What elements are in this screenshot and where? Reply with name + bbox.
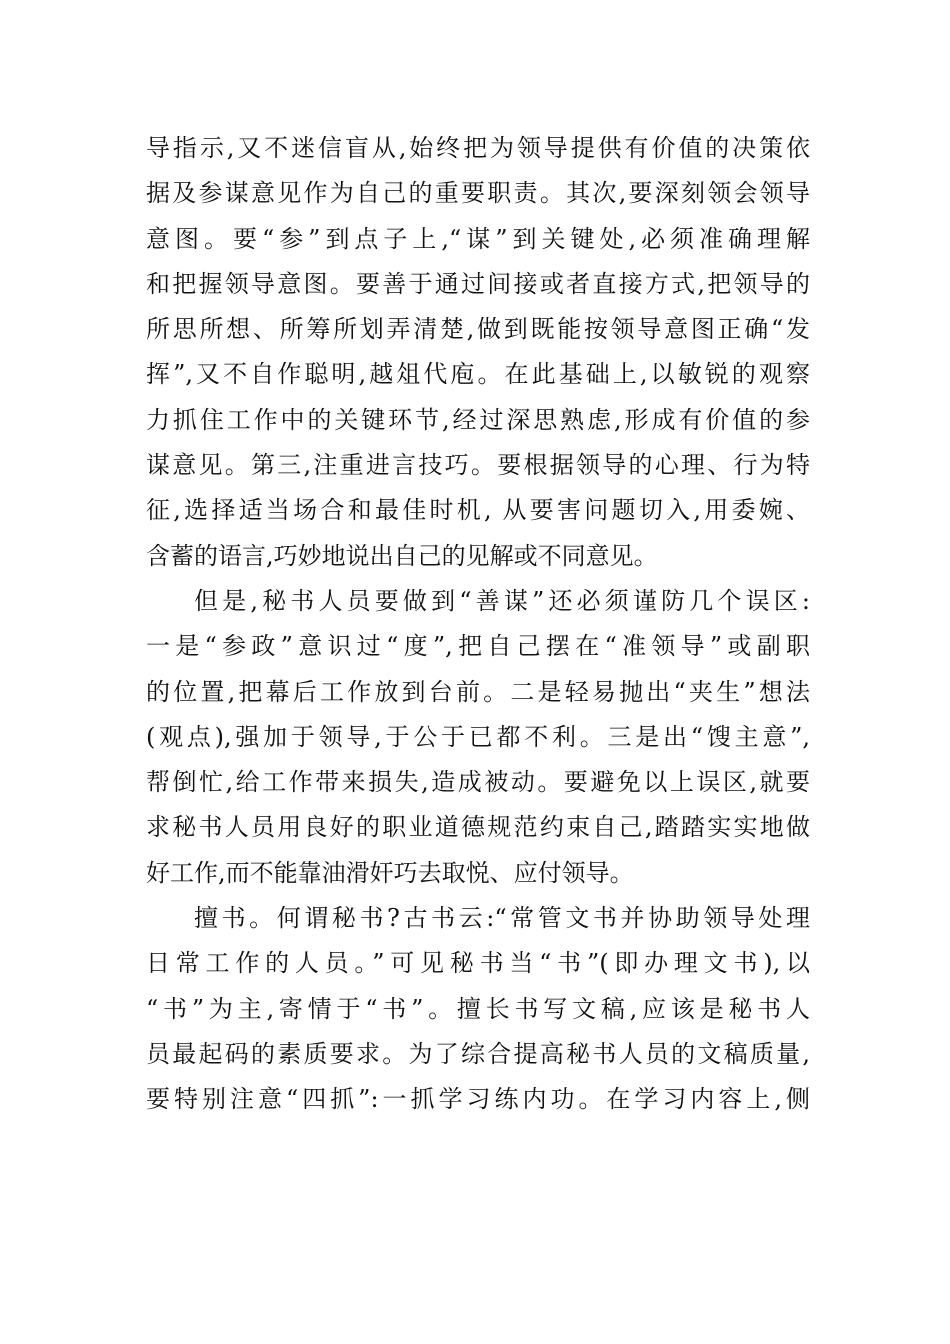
paragraph-1-line-7: 力抓住工作中的关键环节,经过深思熟虑,形成有价值的参: [146, 405, 810, 434]
paragraph-1-line-4: 和把握领导意图。要善于通过间接或者直接方式,把领导的: [146, 269, 810, 298]
paragraph-3-line-4: 员最起码的素质要求。为了综合提高秘书人员的文稿质量,: [146, 1039, 810, 1068]
paragraph-2-line-1: 但是,秘书人员要做到“善谋”还必须谨防几个误区:: [194, 586, 810, 615]
paragraph-1-line-6: 挥”,又不自作聪明,越俎代庖。在此基础上,以敏锐的观察: [146, 360, 810, 389]
paragraph-3-line-1: 擅书。何谓秘书?古书云:“常管文书并协助领导处理: [194, 904, 810, 933]
paragraph-2-line-4: (观点),强加于领导,于公于已都不利。三是出“馊主意”,: [146, 722, 810, 751]
paragraph-1-line-1: 导指示,又不迷信盲从,始终把为领导提供有价值的决策依: [146, 134, 810, 162]
paragraph-1-line-10: 含蓄的语言,巧妙地说出自己的见解或不同意见。: [146, 541, 658, 570]
paragraph-1-line-5: 所思所想、所筹所划弄清楚,做到既能按领导意图正确“发: [146, 315, 810, 344]
paragraph-2-line-2: 一是“参政”意识过“度”,把自己摆在“准领导”或副职: [146, 632, 810, 661]
paragraph-1-line-8: 谋意见。第三,注重进言技巧。要根据领导的心理、行为特: [146, 451, 810, 480]
paragraph-1-line-3: 意图。要“参”到点子上,“谋”到关键处,必须准确理解: [146, 224, 810, 253]
paragraph-2-line-7: 好工作,而不能靠油滑奸巧去取悦、应付领导。: [146, 858, 634, 887]
body-text: [146, 126, 810, 1123]
paragraph-3-line-3: “书”为主,寄情于“书”。擅长书写文稿,应该是秘书人: [146, 994, 810, 1023]
paragraph-2-line-5: 帮倒忙,给工作带来损失,造成被动。要避免以上误区,就要: [146, 768, 810, 797]
paragraph-2-line-3: 的位置,把幕后工作放到台前。二是轻易抛出“夹生”想法: [146, 677, 810, 706]
paragraph-1-line-2: 据及参谋意见作为自己的重要职责。其次,要深刻领会领导: [146, 179, 810, 208]
paragraph-3-line-5: 要特别注意“四抓”:一抓学习练内功。在学习内容上,侧: [146, 1085, 810, 1114]
paragraph-3-line-2: 日常工作的人员。”可见秘书当“书”(即办理文书),以: [146, 949, 810, 978]
paragraph-2-line-6: 求秘书人员用良好的职业道德规范约束自己,踏踏实实地做: [146, 813, 810, 842]
paragraph-1-line-9: 征,选择适当场合和最佳时机, 从要害问题切入,用委婉、: [146, 496, 810, 525]
